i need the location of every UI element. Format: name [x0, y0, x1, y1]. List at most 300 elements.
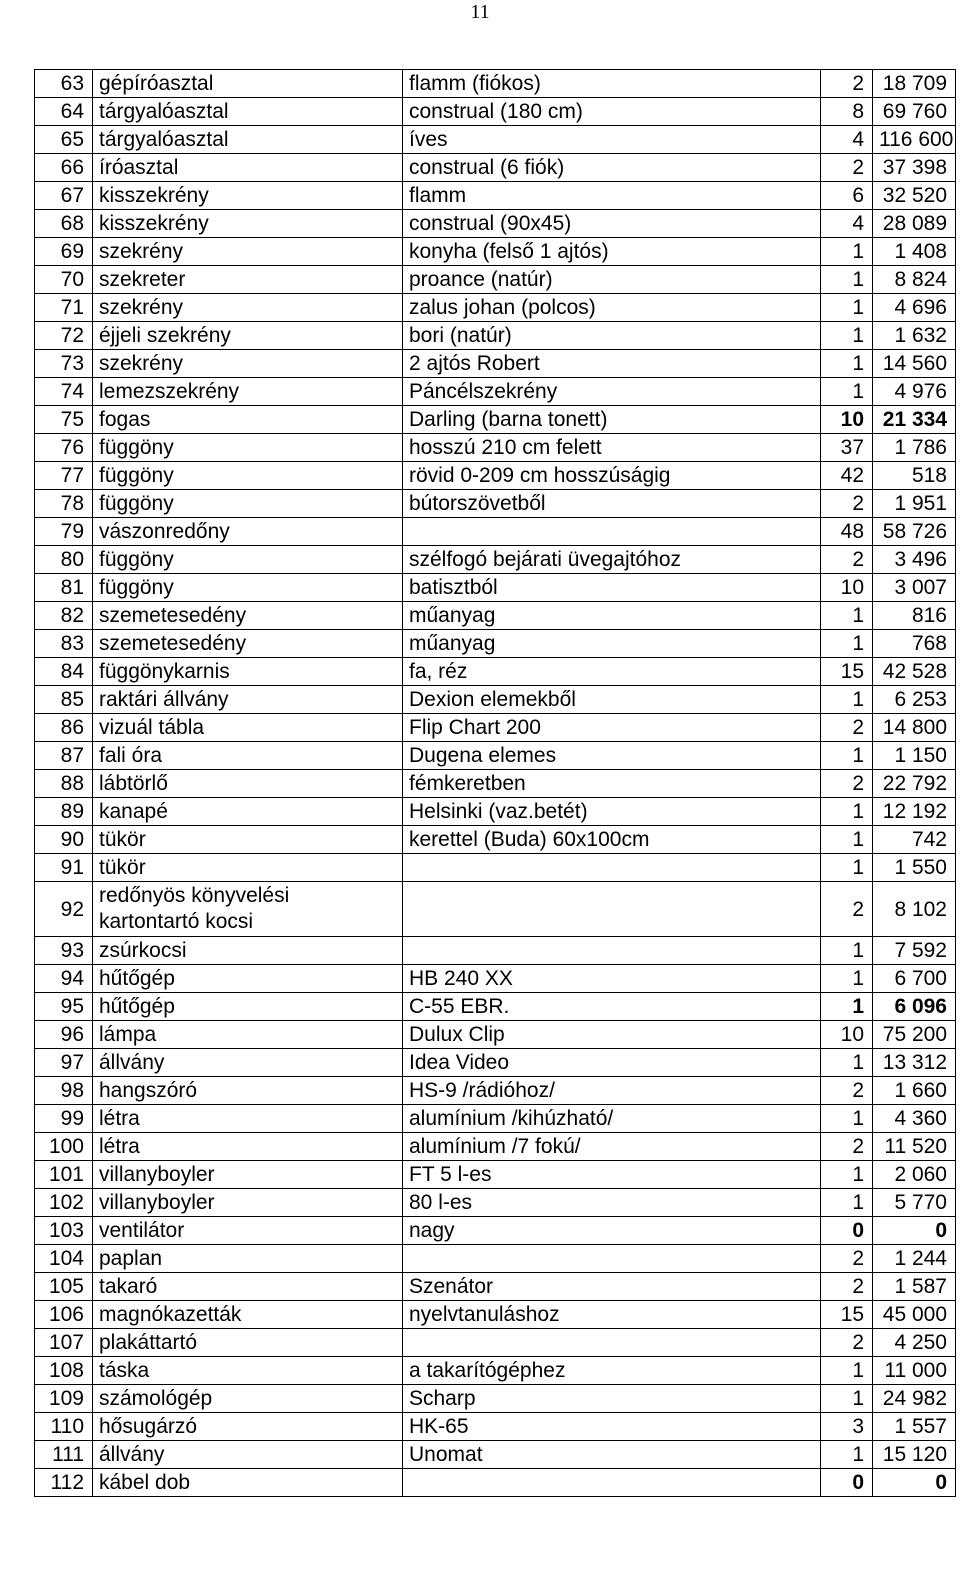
item-name: kisszekrény	[93, 210, 403, 238]
item-description	[403, 937, 821, 965]
table-row	[35, 854, 956, 882]
row-number: 101	[35, 1161, 93, 1189]
item-quantity: 2	[821, 1133, 873, 1161]
row-number: 92	[35, 882, 93, 937]
item-value: 6 096	[873, 993, 956, 1021]
row-number: 107	[35, 1329, 93, 1357]
item-value: 45 000	[873, 1301, 956, 1329]
table-row	[35, 993, 956, 1021]
item-description: szélfogó bejárati üvegajtóhoz	[403, 546, 821, 574]
item-quantity: 2	[821, 154, 873, 182]
item-name: létra	[93, 1133, 403, 1161]
item-name: függönykarnis	[93, 658, 403, 686]
item-quantity: 2	[821, 1077, 873, 1105]
item-description: proance (natúr)	[403, 266, 821, 294]
item-description	[403, 854, 821, 882]
item-quantity: 1	[821, 742, 873, 770]
item-description: bútorszövetből	[403, 490, 821, 518]
item-description: Dulux Clip	[403, 1021, 821, 1049]
item-quantity: 1	[821, 1441, 873, 1469]
item-quantity: 1	[821, 602, 873, 630]
item-description: nyelvtanuláshoz	[403, 1301, 821, 1329]
item-quantity: 1	[821, 798, 873, 826]
item-value: 0	[873, 1469, 956, 1497]
table-row	[35, 378, 956, 406]
table-row	[35, 1217, 956, 1245]
item-name: függöny	[93, 574, 403, 602]
row-number: 111	[35, 1441, 93, 1469]
item-value: 1 951	[873, 490, 956, 518]
item-name: szemetesedény	[93, 630, 403, 658]
row-number: 97	[35, 1049, 93, 1077]
item-quantity: 1	[821, 266, 873, 294]
row-number: 73	[35, 350, 93, 378]
item-name: ventilátor	[93, 1217, 403, 1245]
row-number: 102	[35, 1189, 93, 1217]
item-value: 11 000	[873, 1357, 956, 1385]
item-quantity: 2	[821, 1273, 873, 1301]
item-value: 7 592	[873, 937, 956, 965]
item-description: Darling (barna tonett)	[403, 406, 821, 434]
item-value: 0	[873, 1217, 956, 1245]
item-value: 1 587	[873, 1273, 956, 1301]
item-description: Szenátor	[403, 1273, 821, 1301]
row-number: 112	[35, 1469, 93, 1497]
table-row	[35, 658, 956, 686]
item-name: tükör	[93, 854, 403, 882]
inventory-table-body	[35, 70, 956, 1497]
item-quantity: 3	[821, 1413, 873, 1441]
item-quantity: 10	[821, 574, 873, 602]
item-description: íves	[403, 126, 821, 154]
table-row	[35, 1385, 956, 1413]
table-row	[35, 294, 956, 322]
row-number: 87	[35, 742, 93, 770]
item-description	[403, 882, 821, 937]
item-quantity: 1	[821, 1385, 873, 1413]
row-number: 99	[35, 1105, 93, 1133]
item-value: 1 244	[873, 1245, 956, 1273]
row-number: 67	[35, 182, 93, 210]
item-description: kerettel (Buda) 60x100cm	[403, 826, 821, 854]
table-row	[35, 1077, 956, 1105]
table-row	[35, 770, 956, 798]
table-row	[35, 1049, 956, 1077]
item-description: flamm	[403, 182, 821, 210]
item-quantity: 1	[821, 294, 873, 322]
item-quantity: 15	[821, 658, 873, 686]
table-row	[35, 182, 956, 210]
item-value: 1 550	[873, 854, 956, 882]
item-value: 6 700	[873, 965, 956, 993]
item-value: 75 200	[873, 1021, 956, 1049]
item-value: 37 398	[873, 154, 956, 182]
item-value: 1 632	[873, 322, 956, 350]
item-value: 14 800	[873, 714, 956, 742]
item-quantity: 0	[821, 1469, 873, 1497]
item-description: C-55 EBR.	[403, 993, 821, 1021]
item-value: 69 760	[873, 98, 956, 126]
item-quantity: 37	[821, 434, 873, 462]
row-number: 90	[35, 826, 93, 854]
row-number: 69	[35, 238, 93, 266]
row-number: 104	[35, 1245, 93, 1273]
item-quantity: 4	[821, 126, 873, 154]
item-quantity: 2	[821, 1329, 873, 1357]
item-name: kanapé	[93, 798, 403, 826]
row-number: 100	[35, 1133, 93, 1161]
item-quantity: 2	[821, 70, 873, 98]
row-number: 110	[35, 1413, 93, 1441]
table-row	[35, 686, 956, 714]
row-number: 96	[35, 1021, 93, 1049]
row-number: 68	[35, 210, 93, 238]
item-name: vászonredőny	[93, 518, 403, 546]
item-quantity: 2	[821, 490, 873, 518]
item-name: szemetesedény	[93, 602, 403, 630]
item-description	[403, 1329, 821, 1357]
item-name: fogas	[93, 406, 403, 434]
item-quantity: 1	[821, 322, 873, 350]
item-value: 1 150	[873, 742, 956, 770]
item-description: 80 l-es	[403, 1189, 821, 1217]
item-name: kábel dob	[93, 1469, 403, 1497]
item-quantity: 1	[821, 630, 873, 658]
item-name: szekrény	[93, 350, 403, 378]
row-number: 105	[35, 1273, 93, 1301]
item-name: villanyboyler	[93, 1161, 403, 1189]
table-row	[35, 154, 956, 182]
row-number: 80	[35, 546, 93, 574]
item-value: 742	[873, 826, 956, 854]
item-name: állvány	[93, 1441, 403, 1469]
item-description: alumínium /kihúzható/	[403, 1105, 821, 1133]
item-quantity: 2	[821, 714, 873, 742]
item-quantity: 1	[821, 1161, 873, 1189]
item-description: Flip Chart 200	[403, 714, 821, 742]
item-name: tükör	[93, 826, 403, 854]
item-value: 24 982	[873, 1385, 956, 1413]
item-value: 18 709	[873, 70, 956, 98]
row-number: 108	[35, 1357, 93, 1385]
item-quantity: 42	[821, 462, 873, 490]
item-description: HK-65	[403, 1413, 821, 1441]
item-description: fémkeretben	[403, 770, 821, 798]
item-description	[403, 1469, 821, 1497]
item-quantity: 1	[821, 1049, 873, 1077]
item-name: tárgyalóasztal	[93, 98, 403, 126]
item-name: éjjeli szekrény	[93, 322, 403, 350]
item-description: Dexion elemekből	[403, 686, 821, 714]
item-name: tárgyalóasztal	[93, 126, 403, 154]
row-number: 77	[35, 462, 93, 490]
item-value: 42 528	[873, 658, 956, 686]
row-number: 83	[35, 630, 93, 658]
item-description: konyha (felső 1 ajtós)	[403, 238, 821, 266]
item-name: állvány	[93, 1049, 403, 1077]
item-description: HB 240 XX	[403, 965, 821, 993]
item-name: hűtőgép	[93, 993, 403, 1021]
item-name: függöny	[93, 462, 403, 490]
table-row	[35, 602, 956, 630]
table-row	[35, 406, 956, 434]
item-name: kisszekrény	[93, 182, 403, 210]
row-number: 78	[35, 490, 93, 518]
item-description: flamm (fiókos)	[403, 70, 821, 98]
table-row	[35, 826, 956, 854]
item-name: hűtőgép	[93, 965, 403, 993]
item-quantity: 10	[821, 406, 873, 434]
table-row	[35, 714, 956, 742]
table-row	[35, 1441, 956, 1469]
table-row	[35, 1021, 956, 1049]
item-name: paplan	[93, 1245, 403, 1273]
item-value: 3 496	[873, 546, 956, 574]
item-value: 4 250	[873, 1329, 956, 1357]
table-row	[35, 1301, 956, 1329]
table-row	[35, 322, 956, 350]
item-quantity: 6	[821, 182, 873, 210]
table-row	[35, 462, 956, 490]
table-row	[35, 434, 956, 462]
table-row	[35, 490, 956, 518]
item-name: táska	[93, 1357, 403, 1385]
table-row	[35, 546, 956, 574]
item-value: 5 770	[873, 1189, 956, 1217]
table-row	[35, 1189, 956, 1217]
row-number: 71	[35, 294, 93, 322]
table-row	[35, 1245, 956, 1273]
row-number: 91	[35, 854, 93, 882]
item-quantity: 1	[821, 350, 873, 378]
item-quantity: 15	[821, 1301, 873, 1329]
item-value: 1 660	[873, 1077, 956, 1105]
item-quantity: 8	[821, 98, 873, 126]
table-row	[35, 574, 956, 602]
item-value: 32 520	[873, 182, 956, 210]
item-name: számológép	[93, 1385, 403, 1413]
item-description: Dugena elemes	[403, 742, 821, 770]
item-description: HS-9 /rádióhoz/	[403, 1077, 821, 1105]
item-description	[403, 1245, 821, 1273]
item-description: bori (natúr)	[403, 322, 821, 350]
item-quantity: 1	[821, 993, 873, 1021]
row-number: 82	[35, 602, 93, 630]
item-description: rövid 0-209 cm hosszúságig	[403, 462, 821, 490]
item-name: függöny	[93, 546, 403, 574]
item-value: 768	[873, 630, 956, 658]
table-row	[35, 1357, 956, 1385]
row-number: 70	[35, 266, 93, 294]
item-quantity: 2	[821, 546, 873, 574]
item-quantity: 1	[821, 238, 873, 266]
table-row	[35, 126, 956, 154]
item-value: 4 360	[873, 1105, 956, 1133]
row-number: 81	[35, 574, 93, 602]
table-row	[35, 98, 956, 126]
item-name: szekrény	[93, 294, 403, 322]
row-number: 63	[35, 70, 93, 98]
item-description: hosszú 210 cm felett	[403, 434, 821, 462]
item-name: lámpa	[93, 1021, 403, 1049]
row-number: 84	[35, 658, 93, 686]
table-row	[35, 742, 956, 770]
item-quantity: 10	[821, 1021, 873, 1049]
item-quantity: 1	[821, 937, 873, 965]
item-quantity: 1	[821, 826, 873, 854]
item-name: vizuál tábla	[93, 714, 403, 742]
item-name: lábtörlő	[93, 770, 403, 798]
item-description: batisztból	[403, 574, 821, 602]
table-row	[35, 350, 956, 378]
row-number: 76	[35, 434, 93, 462]
item-name: zsúrkocsi	[93, 937, 403, 965]
row-number: 88	[35, 770, 93, 798]
item-value: 1 408	[873, 238, 956, 266]
table-row	[35, 937, 956, 965]
item-quantity: 1	[821, 1105, 873, 1133]
item-name: lemezszekrény	[93, 378, 403, 406]
item-value: 518	[873, 462, 956, 490]
item-value: 3 007	[873, 574, 956, 602]
item-description: műanyag	[403, 602, 821, 630]
item-description: zalus johan (polcos)	[403, 294, 821, 322]
row-number: 72	[35, 322, 93, 350]
item-name: hősugárzó	[93, 1413, 403, 1441]
item-description: construal (90x45)	[403, 210, 821, 238]
item-value: 4 976	[873, 378, 956, 406]
table-row	[35, 70, 956, 98]
table-row	[35, 1161, 956, 1189]
row-number: 89	[35, 798, 93, 826]
item-quantity: 1	[821, 1357, 873, 1385]
item-description: alumínium /7 fokú/	[403, 1133, 821, 1161]
item-value: 816	[873, 602, 956, 630]
item-description: construal (180 cm)	[403, 98, 821, 126]
item-name: gépíróasztal	[93, 70, 403, 98]
table-row	[35, 1329, 956, 1357]
item-name: plakáttartó	[93, 1329, 403, 1357]
table-row	[35, 266, 956, 294]
item-value: 4 696	[873, 294, 956, 322]
table-row	[35, 238, 956, 266]
item-name: takaró	[93, 1273, 403, 1301]
row-number: 98	[35, 1077, 93, 1105]
row-number: 94	[35, 965, 93, 993]
item-name: függöny	[93, 490, 403, 518]
table-row	[35, 965, 956, 993]
item-name: létra	[93, 1105, 403, 1133]
item-description: 2 ajtós Robert	[403, 350, 821, 378]
item-value: 1 786	[873, 434, 956, 462]
row-number: 86	[35, 714, 93, 742]
item-quantity: 4	[821, 210, 873, 238]
item-value: 6 253	[873, 686, 956, 714]
item-name: függöny	[93, 434, 403, 462]
table-row	[35, 1469, 956, 1497]
item-description: Scharp	[403, 1385, 821, 1413]
item-value: 21 334	[873, 406, 956, 434]
item-description: construal (6 fiók)	[403, 154, 821, 182]
table-row	[35, 882, 956, 937]
item-value: 12 192	[873, 798, 956, 826]
item-quantity: 1	[821, 378, 873, 406]
item-description	[403, 518, 821, 546]
item-description: Páncélszekrény	[403, 378, 821, 406]
item-value: 1 557	[873, 1413, 956, 1441]
row-number: 64	[35, 98, 93, 126]
page-number: 11	[470, 1, 490, 23]
item-name: íróasztal	[93, 154, 403, 182]
item-quantity: 2	[821, 882, 873, 937]
row-number: 85	[35, 686, 93, 714]
item-quantity: 1	[821, 965, 873, 993]
item-value: 14 560	[873, 350, 956, 378]
item-description: fa, réz	[403, 658, 821, 686]
item-quantity: 2	[821, 770, 873, 798]
row-number: 93	[35, 937, 93, 965]
table-row	[35, 1105, 956, 1133]
row-number: 79	[35, 518, 93, 546]
inventory-table	[34, 69, 956, 1497]
item-quantity: 0	[821, 1217, 873, 1245]
item-description: nagy	[403, 1217, 821, 1245]
row-number: 75	[35, 406, 93, 434]
row-number: 65	[35, 126, 93, 154]
table-row	[35, 518, 956, 546]
item-quantity: 1	[821, 686, 873, 714]
item-name: szekreter	[93, 266, 403, 294]
table-row	[35, 630, 956, 658]
item-name: fali óra	[93, 742, 403, 770]
table-row	[35, 210, 956, 238]
item-value: 2 060	[873, 1161, 956, 1189]
table-row	[35, 1133, 956, 1161]
item-value: 15 120	[873, 1441, 956, 1469]
table-row	[35, 798, 956, 826]
item-name: raktári állvány	[93, 686, 403, 714]
row-number: 109	[35, 1385, 93, 1413]
table-row	[35, 1273, 956, 1301]
item-value: 8 824	[873, 266, 956, 294]
item-name: hangszóró	[93, 1077, 403, 1105]
row-number: 74	[35, 378, 93, 406]
item-value: 13 312	[873, 1049, 956, 1077]
item-name: szekrény	[93, 238, 403, 266]
row-number: 106	[35, 1301, 93, 1329]
item-value: 11 520	[873, 1133, 956, 1161]
item-name: villanyboyler	[93, 1189, 403, 1217]
row-number: 95	[35, 993, 93, 1021]
item-quantity: 1	[821, 854, 873, 882]
item-name: redőnyös könyvelési kartontartó kocsi	[93, 882, 403, 937]
item-quantity: 48	[821, 518, 873, 546]
row-number: 103	[35, 1217, 93, 1245]
item-quantity: 2	[821, 1245, 873, 1273]
item-description: műanyag	[403, 630, 821, 658]
item-name: magnókazetták	[93, 1301, 403, 1329]
item-description: Helsinki (vaz.betét)	[403, 798, 821, 826]
item-value: 28 089	[873, 210, 956, 238]
item-description: Unomat	[403, 1441, 821, 1469]
item-quantity: 1	[821, 1189, 873, 1217]
item-description: Idea Video	[403, 1049, 821, 1077]
item-value: 58 726	[873, 518, 956, 546]
item-value: 8 102	[873, 882, 956, 937]
table-row	[35, 1413, 956, 1441]
row-number: 66	[35, 154, 93, 182]
item-description: a takarítógéphez	[403, 1357, 821, 1385]
